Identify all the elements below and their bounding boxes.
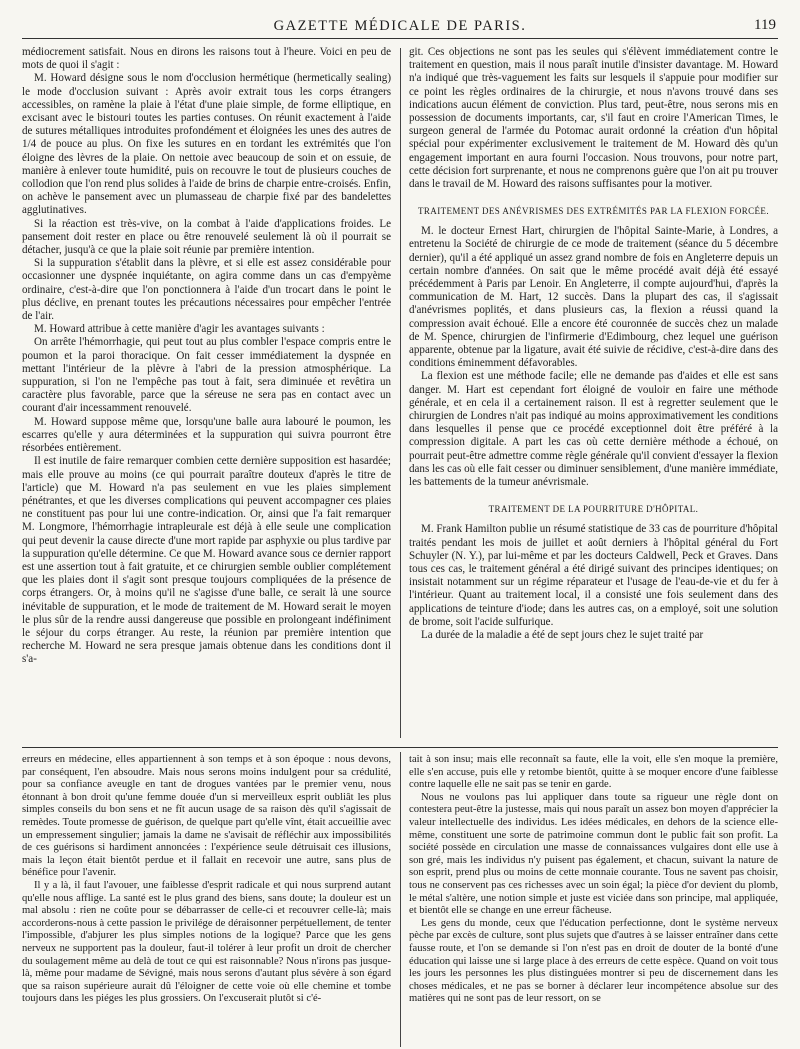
paragraph: médiocrement satisfait. Nous en dirons les raisons tout à l'heure. Voici en peu de mots de quoi il s'agit : xyxy=(22,46,391,72)
column-divider xyxy=(400,48,401,738)
top-left-column xyxy=(22,46,391,742)
paragraph: erreurs en médecine, elles appartiennent à son temps et à son époque : nous devons, par conséquent, l'en absoudre. Mais nous serons moins indulgent pour sa crédulité, pour sa confiance aveugle en tant de drogues vantées par le premier venu, nous étonnant à bon droit qu'une femme douée d'un si merveilleux esprit oubliât les plus simples conseils du bon sens et ne fît aucun usage de sa raison dès qu'il s'agissait de remèdes. Toute promesse de guérison, de quelque part qu'elle vînt, était accueillie avec un empressement singulier; jamais la dame ne s'avisait de réfléchir aux impossibilités de ces guérisons si hardiment annoncées : l'expérience seule détruisait ces illusions, mais la leçon était bientôt perdue et il fallait en recevoir une autre, sans plus de bénéfice pour l'avenir. xyxy=(22,754,391,879)
feuilleton-divider xyxy=(22,747,778,748)
page-number: 119 xyxy=(754,17,776,33)
paragraph: M. Howard désigne sous le nom d'occlusion hermétique (hermetically sealing) le mode d'occlusion suivant : Après avoir extrait tous les corps étrangers accessibles, on ramène la plaie à l'état d'une plaie simple, de forme elliptique, en excisant avec le bistouri toutes les parties contuses. On réunit exactement à l'aide de sutures métalliques introduites profondément et éloignées les unes des autres de 1/4 de pouce au plus. On fixe les sutures en en tordant les extrémités que l'on éloigne des lèvres de la plaie. On nettoie avec beaucoup de soin et on essuie, de manière à enlever toute humidité, puis on recouvre le tout de plusieurs couches de collodion que l'on rend plus solides à l'aide de brins de charpie entre-croisés. Enfin, on achève le pansement avec un plumasseau de charpie fixé par des bandelettes agglutinatives. xyxy=(22,72,391,217)
column-divider xyxy=(400,752,401,1047)
paragraph: Il est inutile de faire remarquer combien cette dernière supposition est hasardée; mais elle prouve au moins (ce qui pourrait paraître douteux d'après le titre de l'article) que M. Howard n'a pas seulement en vue les plaies simplement pénétrantes, et que les diverses complications qui peuvent accompagner ces plaies ne constituent pas pour lui une contre-indication. Or, ainsi que l'a fait remarquer M. Longmore, l'hémorrhagie intrapleurale est déjà à elle seule une complication qui peut devenir la cause directe d'une mort rapide par asphyxie ou plus tardive par la suppuration qu'elle détermine. Ce que M. Howard avance sous ce dernier rapport est une assertion tout à fait gratuite, et ce chirurgien semble oublier complétement que les plaies dont il s'agit sont presque toujours compliquées de la présence de corps étrangers. Or, à moins qu'il ne s'agisse d'une balle, ce serait là une source inévitable de suppuration, et le mode de traitement de M. Howard serait le moyen le plus sûr de la rendre aussi dangereuse que possible en prolongeant indéfiniment le séjour du corps étranger. Au reste, la réunion par première intention que recherche M. Howard ne sera presque jamais obtenue dans les conditions dont il s'a- xyxy=(22,455,391,666)
newspaper-page xyxy=(22,14,778,1005)
paragraph: La durée de la maladie a été de sept jours chez le sujet traité par xyxy=(421,628,704,641)
paragraph: M. le docteur Ernest Hart, chirurgien de l'hôpital Sainte-Marie, à Londres, a entretenu la Société de chirurgie de ce mode de traitement (séance du 5 décembre dernier), qu'il a été appliqué un assez grand nombre de fois en Angleterre depuis un certain nombre d'années. On sait que le même procédé avait déjà été essayé précédemment à Paris par Lenoir. En Angleterre, il compte aujourd'hui, d'après la communication de M. Hart, 12 succès. Dans la plupart des cas, il s'agissait d'anévrismes poplités, et dans plusieurs cas, la flexion a réussi quand la compression avait échoué. Elle a encore été couronnée de succès chez un malade de M. Spence, chirurgien de l'infirmerie d'Edimbourg, chez lequel une guérison apparente, obtenue par la ligature, avait été suivie de récidive, c'est-à-dire dans des conditions éminemment défavorables. xyxy=(409,225,778,370)
paragraph: Il y a là, il faut l'avouer, une faiblesse d'esprit radicale et qui nous surprend autant qu'elle nous afflige. La santé est le plus grand des biens, sans doute; la douleur est un mal absolu : rien ne coûte pour se débarrasser de celle-ci et recouvrer celle-là; mais accorderons-nous à cette passion le privilége de déraisonner perpétuellement, de tenter l'impossible, d'abjurer les plus simples notions de la logique? Parce que les gens nerveux ne supportent pas la douleur, faut-il tolérer à leur profit un droit de chercher du soulagement même au delà de tout ce qui est raisonnable? Nous n'irons pas jusque-là, même pour madame de Sévigné, mais nous serons d'autant plus sévère à son égard que sa raison supérieure aurait dû l'éloigner de cette voie où elle chemine et tombe toujours dans les piéges les plus grossiers. On l'excuserait plutôt si c'é- xyxy=(22,879,391,1005)
paragraph: On arrête l'hémorrhagie, qui peut tout au plus combler l'espace compris entre le poumon et la paroi thoracique. On fait cesser immédiatement la dyspnée en mettant l'intérieur de la plèvre à l'abri de la pression atmosphérique. La suppuration, si l'on ne l'empêche pas tout à fait, sera diminuée et revêtira un caractère plus favorable, parce que la séreuse ne sera pas en contact avec un courant d'air incessamment renouvelé. xyxy=(22,336,391,415)
bottom-left-column xyxy=(22,754,391,1049)
paragraph: tait à son insu; mais elle reconnaît sa faute, elle la voit, elle s'en moque la première, elle s'en accuse, puis elle y retombe bientôt, quitte à se moquer encore d'une faiblesse contre laquelle elle ne sait pas se tenir en garde. xyxy=(409,754,778,791)
section-title-hospital-gangrene: TRAITEMENT DE LA POURRITURE D'HÔPITAL. xyxy=(488,504,699,515)
paragraph: La flexion est une méthode facile; elle ne demande pas d'aides et elle est sans danger. M. Hart est cependant fort éloigné de vouloir en faire une méthode générale, et en cela il a certainement raison. Il est à regretter seulement que le chirurgien de Londres n'ait pas indiqué au moins approximativement les conditions dans lesquelles il pense que ce procédé exceptionnel doit être préféré à la compression digitale. A part les cas où cette dernière méthode a échoué, on pourrait peut-être admettre comme règle générale qu'il convient d'essayer la flexion dans les cas où elle fait cesser ou diminuer sensiblement, d'une manière immédiate, les battements de la tumeur anévrismale. xyxy=(409,370,778,489)
bottom-right-column xyxy=(409,754,778,1049)
paragraph: M. Howard attribue à cette manière d'agir les avantages suivants : xyxy=(34,323,325,336)
top-right-column xyxy=(409,46,778,742)
section-title-aneurysms: TRAITEMENT DES ANÉVRISMES DES EXTRÉMITÉS PAR LA FLEXION FORCÉE. xyxy=(418,206,769,217)
paragraph: M. Howard suppose même que, lorsqu'une balle aura labouré le poumon, les escarres qu'elle y aura déterminées et la suppuration qui suivra pourront être résorbées entièrement. xyxy=(22,415,391,455)
journal-title: GAZETTE MÉDICALE DE PARIS. xyxy=(273,18,527,34)
paragraph: Nous ne voulons pas lui appliquer dans toute sa rigueur une règle dont on contestera peut-être la justesse, mais qui nous paraît un assez bon moyen d'apprécier la valeur intellectuelle des individus. Les idées médicales, en dehors de la science elle-même, constituent une sorte de patrimoine commun dont le public fait son profit. La société possède en circulation une masse de connaissances vulgaires dont elle use à son gré, mais les individus n'y puisent pas également, et chacun, suivant la nature de son esprit, prend plus ou moins de cette monnaie courante. Tous ne savent pas choisir, tous ne conservent pas ces richesses avec un soin égal; la pièce d'or devient du plomb, le métal s'altère, une notion simple et juste est viciée dans son principe, mal appliquée, et bientôt elle se change en une erreur fâcheuse. xyxy=(409,791,778,917)
page-header xyxy=(22,14,778,39)
paragraph: M. Frank Hamilton publie un résumé statistique de 33 cas de pourriture d'hôpital traités pendant les mois de juillet et août derniers à l'hôpital général du Fort Schuyler (N. Y.), par lui-même et par les docteurs Caldwell, Peck et Graves. Dans tous ces cas, le traitement général a été dirigé suivant des principes identiques; on insistait notamment sur un régime réparateur et l'usage de l'eau-de-vie et du fer à l'intérieur. Quant au traitement local, il a consisté une fois seulement dans des applications de teinture d'iode; dans les autres cas, on a employé, soit une solution de brome, soit l'acide sulfurique. xyxy=(409,523,778,628)
paragraph: Si la réaction est très-vive, on la combat à l'aide d'applications froides. Le pansement doit rester en place ou être renouvelé seulement là où il pourrait se détacher, jusqu'à ce que la plaie soit réunie par première intention. xyxy=(22,217,391,257)
paragraph: Les gens du monde, ceux que l'éducation perfectionne, dont le système nerveux pèche par excès de culture, sont plus sujets que d'autres à se laisser entraîner dans cette fausse route, et l'on se demande si l'on n'est pas en droit de douter de la bonté d'une éducation qui laisse une si large place à des erreurs de cette espèce. Quand on voit tous les jours les personnes les plus distinguées montrer si peu de discernement dans les choses médicales, et ne pas se borner à déclarer leur incompétence absolue sur des matières qui ne sont pas de leur ressort, on se xyxy=(409,917,778,1005)
paragraph: Si la suppuration s'établit dans la plèvre, et si elle est assez considérable pour occasionner une dyspnée inquiétante, on agira comme dans un cas d'empyème ordinaire, c'est-à-dire que l'on ponctionnera à l'aide d'un trocart dans le point le plus déclive, en prenant toutes les précautions nécessaires pour empêcher l'entrée de l'air. xyxy=(22,257,391,323)
paragraph: git. Ces objections ne sont pas les seules qui s'élèvent immédiatement contre le traitement en question, mais il nous paraît inutile d'insister davantage. M. Howard n'a indiqué que très-vaguement les faits sur lesquels il s'appuie pour modifier sur ce point les règles ordinaires de la chirurgie, et nous n'avons trouvé dans ses indications aucun élément de conviction. Plus tard, peut-être, nous serons mis en possession de documents importants, car, s'il faut en croire l'American Times, le surgeon general de l'armée du Potomac aurait ordonné la création d'un hôpital spécial pour expérimenter exclusivement le traitement de M. Howard dès qu'un engagement important en aura fourni l'occasion. Nous trouvons, pour notre part, cette décision fort surprenante, et nous ne comprenons guère que l'on ait pu trouver dans le travail de M. Howard des raisons suffisantes pour la motiver. xyxy=(409,46,778,191)
